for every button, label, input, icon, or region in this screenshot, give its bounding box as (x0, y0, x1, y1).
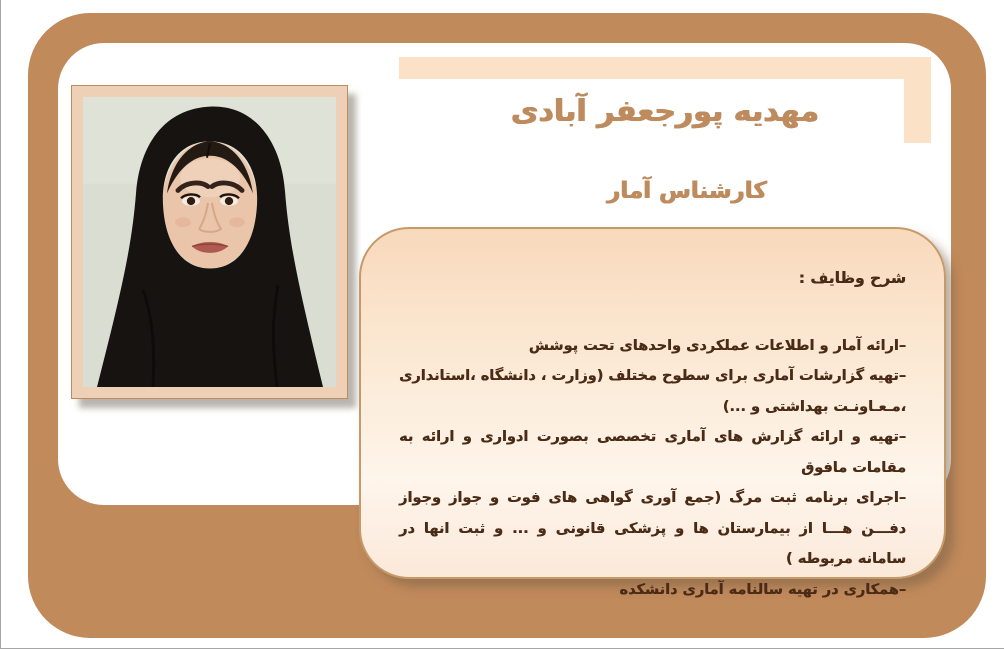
duty-item: –ارائه آمار و اطلاعات عملکردی واحدهای تحت پوشش (528, 338, 906, 354)
person-job-title: کارشناس آمار (607, 178, 767, 204)
duty-item: –تهیه گزارشات آماری برای سطوح مختلف (وزارت ، دانشگاه ،استانداری ،مـعـاونـت بهداشتی و ...) (399, 368, 906, 415)
duty-item: –تهیه و ارائه گزارش های آماری تخصصی بصورت ادواری و ارائه به مقامات مافوق (399, 429, 906, 476)
profile-photo (83, 97, 336, 387)
duty-item: –همکاری در تهیه سالنامه آماری دانشکده (619, 581, 906, 598)
duty-item: –اجرای برنامه ثبت مرگ (جمع آوری گواهی های فوت و جواز وجواز دفـــن هـــا از بیمارستان ها و پزشکی قانونی و ... و ثبت انها در سامانه مربوطه ) (399, 490, 906, 568)
duties-heading: شرح وظایف : (798, 269, 906, 287)
duties-list (399, 331, 906, 605)
profile-photo-frame (71, 85, 348, 399)
person-name: مهدیه پورجعفر آبادی (511, 94, 819, 129)
duties-box (359, 227, 946, 598)
header-accent-bar (399, 57, 931, 79)
